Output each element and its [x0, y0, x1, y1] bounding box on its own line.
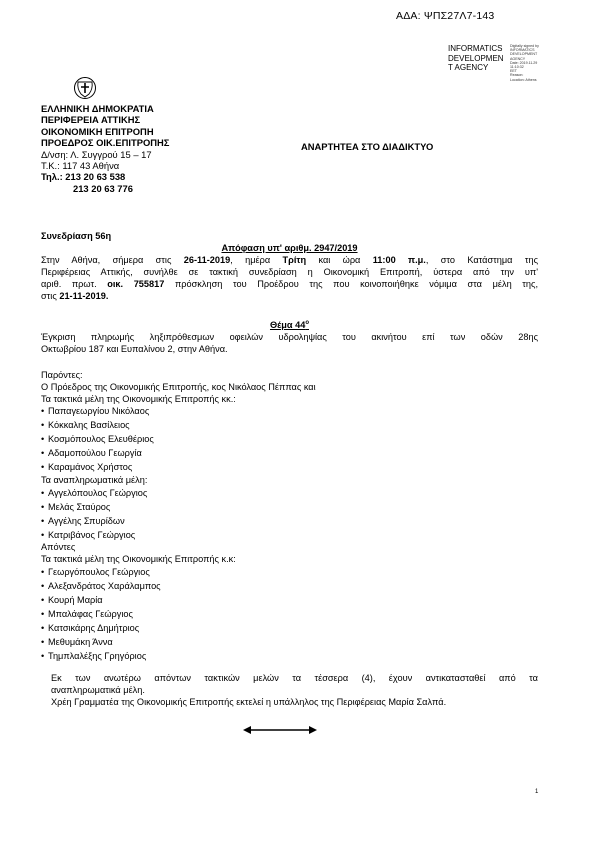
header-phone-2: 213 20 63 776: [73, 182, 133, 194]
header-address: Δ/νση: Λ. Συγγρού 15 – 17: [41, 148, 152, 160]
ada-code: ΑΔΑ: ΨΠΣ27Λ7-143: [396, 10, 495, 22]
absent-regular-label: Τα τακτικά μέλη της Οικονομικής Επιτροπής κ.κ:: [41, 554, 236, 564]
list-item: • Μελάς Σταύρος: [41, 502, 110, 513]
intro-text: στις: [41, 291, 60, 301]
topic-heading: [41, 318, 538, 331]
agency-line-2: DEVELOPMEN: [448, 53, 504, 63]
invitation-number: οικ. 755817: [107, 279, 165, 289]
invitation-date: 21-11-2019.: [59, 291, 109, 301]
present-label: Παρόντες:: [41, 370, 83, 380]
closing-line-3: Χρέη Γραμματέα της Οικονομικής Επιτροπής εκτελεί η υπάλληλος της Περιφέρειας Μαρία Σαλπά.: [51, 697, 447, 707]
regular-members-label: Τα τακτικά μέλη της Οικονομικής Επιτροπής κκ.:: [41, 394, 236, 404]
topic-line-2: Οκτωβρίου 187 και Ευπαλίνου 2, στην Αθήνα.: [41, 344, 228, 354]
list-item: • Μπαλάφας Γεώργιος: [41, 609, 133, 620]
intro-line-3: [41, 279, 538, 290]
intro-text: Στην Αθήνα, σήμερα στις: [41, 255, 184, 265]
list-item: • Αλεξανδράτος Χαράλαμπος: [41, 581, 161, 592]
closing-line-2: αναπληρωματικά μέλη.: [51, 685, 145, 695]
topic-line-1: Έγκριση πληρωμής ληξιπρόθεσμων οφειλών υδροληψίας του ακινήτου επί των οδών 28ης: [41, 332, 538, 342]
meeting-time: 11:00 π.μ.: [372, 255, 426, 265]
meeting-day: Τρίτη: [282, 255, 307, 265]
sig-detail: Location: Athens: [510, 77, 537, 82]
list-item: • Καραμάνος Χρήστος: [41, 462, 132, 473]
header-phone-1: Τηλ.: 213 20 63 538: [41, 171, 126, 183]
substitute-members-label: Τα αναπληρωματικά μέλη:: [41, 475, 148, 485]
list-item: • Κουρή Μαρία: [41, 595, 103, 606]
list-item: • Αδαμοπούλου Γεωργία: [41, 448, 142, 459]
header-committee: ΟΙΚΟΝΟΜΙΚΗ ΕΠΙΤΡΟΠΗ: [41, 125, 154, 137]
intro-text: πρόσκληση του Προέδρου της που κοινοποιήθηκε νόμιμα στα μέλη της,: [164, 279, 539, 289]
topic-ordinal: ο: [305, 320, 309, 326]
header-president: ΠΡΟΕΔΡΟΣ ΟΙΚ.ΕΠΙΤΡΟΠΗΣ: [41, 137, 170, 149]
list-item: • Κοσμόπουλος Ελευθέριος: [41, 434, 154, 445]
list-item: • Αγγέλης Σπυρίδων: [41, 516, 125, 527]
president-line: Ο Πρόεδρος της Οικονομικής Επιτροπής, κος Νικόλαος Πέππας και: [41, 382, 316, 392]
sender-header: [41, 103, 291, 194]
closing-line-1: Εκ των ανωτέρω απόντων τακτικών μελών τα τέσσερα (4), έχουν αντικατασταθεί από τα: [51, 673, 538, 683]
sig-detail: Date: 2019.11.29 11:10:32: [510, 60, 538, 70]
list-item: • Γεωργόπουλος Γεώργιος: [41, 567, 150, 578]
sig-detail: INFORMATICS: [510, 48, 535, 53]
header-republic: ΕΛΛΗΝΙΚΗ ΔΗΜΟΚΡΑΤΙΑ: [41, 103, 154, 114]
posting-note: ΑΝΑΡΤΗΤΕΑ ΣΤΟ ΔΙΑΔΙΚΤΥΟ: [301, 141, 434, 152]
digital-signature-details: [510, 44, 546, 82]
sig-detail: DEVELOPMENT AGENCY: [510, 52, 538, 61]
list-item: • Αγγελόπουλος Γεώργιος: [41, 488, 147, 499]
intro-line-4: [41, 291, 108, 302]
topic-label: Θέμα 44: [269, 320, 306, 331]
list-item: • Μεθυμάκη Άννα: [41, 637, 113, 648]
agency-signature-block: [448, 44, 504, 73]
greek-emblem-icon: [73, 76, 97, 100]
session-number: Συνεδρίαση 56η: [41, 231, 112, 241]
absent-label: Απόντες: [41, 542, 76, 552]
intro-text: , στο Κατάστημα της: [425, 255, 539, 265]
intro-line-1: [41, 255, 538, 266]
sig-detail: Digitally signed by: [510, 44, 539, 48]
intro-text: , ημέρα: [230, 255, 283, 265]
list-item: • Κόκκαλης Βασίλειος: [41, 420, 130, 431]
meeting-date: 26-11-2019: [183, 255, 231, 265]
decision-title: [41, 243, 538, 254]
agency-line-3: T AGENCY: [448, 63, 489, 72]
intro-text: αριθ. πρωτ.: [41, 279, 108, 289]
sig-detail: EET: [510, 69, 517, 74]
list-item: • Κατσικάρης Δημήτριος: [41, 623, 139, 634]
header-region: ΠΕΡΙΦΕΡΕΙΑ ΑΤΤΙΚΗΣ: [41, 114, 141, 126]
intro-line-2: Περιφέρειας Αττικής, συνήλθε σε τακτική συνεδρίαση η Οικονομική Επιτροπή, ύστερα από την υπ': [41, 267, 538, 277]
list-item: • Παπαγεωργίου Νικόλαος: [41, 406, 149, 417]
agency-line-1: INFORMATICS: [448, 44, 503, 53]
list-item: • Τημπλαλέξης Γρηγόριος: [41, 651, 146, 662]
header-postcode: Τ.Κ.: 117 43 Αθήνα: [41, 160, 120, 172]
page-number: 1: [535, 789, 539, 795]
intro-text: και ώρα: [306, 255, 373, 265]
list-item: • Κατριβάνος Γεώργιος: [41, 530, 135, 541]
sig-detail: Reason:: [510, 73, 524, 78]
topic-heading-text: [270, 320, 309, 330]
decision-title-text: Απόφαση υπ' αριθμ. 2947/2019: [221, 243, 358, 253]
double-arrow-icon: [243, 723, 317, 737]
